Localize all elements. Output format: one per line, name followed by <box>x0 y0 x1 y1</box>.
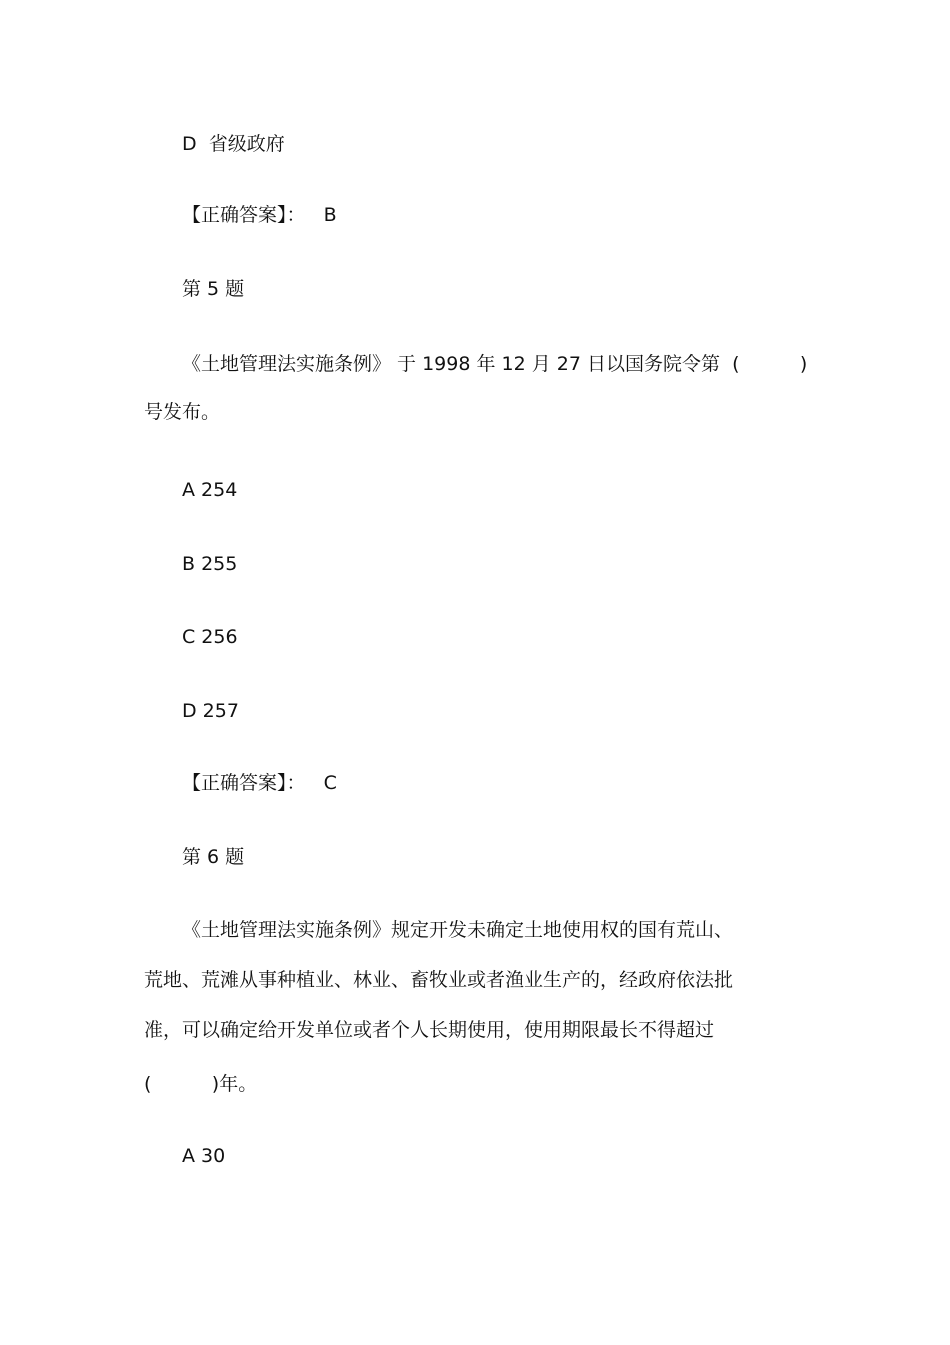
option-b: B 255 <box>182 553 238 575</box>
question-text: 号发布。 <box>144 401 221 423</box>
question-text: ( )年。 <box>144 1073 258 1095</box>
option-a: A 254 <box>182 479 238 501</box>
option-d: D 257 <box>182 700 239 722</box>
question-text: 《土地管理法实施条例》规定开发未确定土地使用权的国有荒山、 <box>182 919 734 941</box>
question-text: 《土地管理法实施条例》 于 1998 年 12 月 27 日以国务院令第 ( ) <box>182 353 808 375</box>
option-c: C 256 <box>182 626 238 648</box>
option-a: A 30 <box>182 1145 226 1167</box>
correct-answer: 【正确答案】： B <box>182 204 337 226</box>
option-d: D 省级政府 <box>182 133 285 155</box>
question-title: 第 6 题 <box>182 846 245 868</box>
question-text: 准，可以确定给开发单位或者个人长期使用，使用期限最长不得超过 <box>144 1019 715 1041</box>
question-title: 第 5 题 <box>182 278 245 300</box>
correct-answer: 【正确答案】： C <box>182 772 337 794</box>
question-text: 荒地、荒滩从事种植业、林业、畜牧业或者渔业生产的，经政府依法批 <box>144 969 734 991</box>
